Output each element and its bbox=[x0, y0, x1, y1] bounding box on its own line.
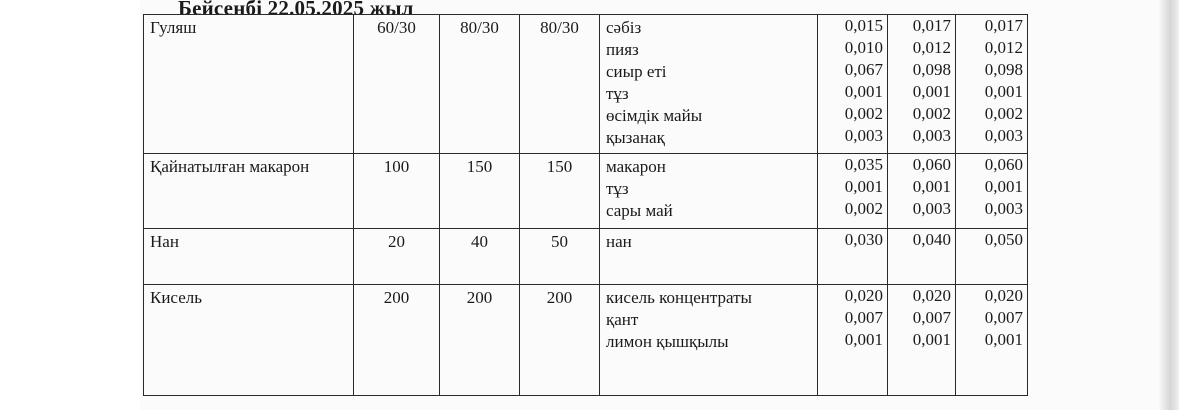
amount-value: 0,002 bbox=[844, 199, 883, 218]
ingredient-list bbox=[600, 285, 818, 396]
ingredient-list bbox=[600, 229, 818, 285]
ingredient-list bbox=[600, 15, 818, 154]
amount-column-1 bbox=[818, 154, 888, 229]
amount-column-1 bbox=[818, 285, 888, 396]
amount-value: 0,001 bbox=[912, 177, 951, 196]
ingredient-item: пияз bbox=[606, 40, 639, 59]
ingredient-item: сары май bbox=[606, 201, 673, 220]
dish-name: Қайнатылған макарон bbox=[144, 154, 354, 229]
ingredient-item: қант bbox=[606, 310, 639, 329]
amount-value: 0,001 bbox=[844, 330, 883, 349]
ingredient-item: кисель концентраты bbox=[606, 288, 752, 307]
amount-value: 0,010 bbox=[844, 38, 883, 57]
amount-value: 0,040 bbox=[912, 230, 951, 249]
portion-size-2: 40 bbox=[440, 229, 520, 285]
amount-value: 0,001 bbox=[844, 82, 883, 101]
ingredient-list bbox=[600, 154, 818, 229]
table-row bbox=[144, 285, 1028, 396]
amount-value: 0,007 bbox=[844, 308, 883, 327]
amount-column-3 bbox=[956, 229, 1028, 285]
amount-column-2 bbox=[888, 285, 956, 396]
amount-value: 0,003 bbox=[844, 126, 883, 145]
amount-column-2 bbox=[888, 154, 956, 229]
amount-value: 0,017 bbox=[984, 16, 1023, 35]
amount-value: 0,067 bbox=[844, 60, 883, 79]
ingredient-item: қызанақ bbox=[606, 128, 665, 147]
amount-value: 0,007 bbox=[984, 308, 1023, 327]
amount-value: 0,002 bbox=[912, 104, 951, 123]
amount-value: 0,002 bbox=[844, 104, 883, 123]
amount-value: 0,030 bbox=[844, 230, 883, 249]
amount-value: 0,050 bbox=[984, 230, 1023, 249]
ingredient-item: сәбіз bbox=[606, 18, 642, 37]
portion-size-1: 60/30 bbox=[354, 15, 440, 154]
ingredient-item: макарон bbox=[606, 157, 666, 176]
amount-value: 0,001 bbox=[912, 82, 951, 101]
ingredient-item: лимон қышқылы bbox=[606, 332, 729, 351]
dish-name: Нан bbox=[144, 229, 354, 285]
amount-column-2 bbox=[888, 229, 956, 285]
amount-value: 0,001 bbox=[984, 177, 1023, 196]
amount-value: 0,012 bbox=[912, 38, 951, 57]
amount-value: 0,098 bbox=[984, 60, 1023, 79]
portion-size-3: 80/30 bbox=[520, 15, 600, 154]
portion-size-3: 150 bbox=[520, 154, 600, 229]
amount-value: 0,001 bbox=[844, 177, 883, 196]
page-edge-shadow bbox=[1157, 0, 1179, 410]
ingredient-item: тұз bbox=[606, 84, 629, 103]
amount-value: 0,020 bbox=[912, 286, 951, 305]
page-title: Бейсенбі 22.05.2025 жыл bbox=[178, 0, 414, 20]
amount-value: 0,020 bbox=[984, 286, 1023, 305]
amount-value: 0,015 bbox=[844, 16, 883, 35]
portion-size-3: 50 bbox=[520, 229, 600, 285]
table-row bbox=[144, 154, 1028, 229]
amount-value: 0,017 bbox=[912, 16, 951, 35]
amount-value: 0,060 bbox=[912, 155, 951, 174]
amount-value: 0,035 bbox=[844, 155, 883, 174]
portion-size-1: 20 bbox=[354, 229, 440, 285]
portion-size-2: 150 bbox=[440, 154, 520, 229]
portion-size-3: 200 bbox=[520, 285, 600, 396]
amount-value: 0,001 bbox=[984, 330, 1023, 349]
amount-column-1 bbox=[818, 15, 888, 154]
amount-value: 0,020 bbox=[844, 286, 883, 305]
ingredient-item: тұз bbox=[606, 179, 629, 198]
amount-column-3 bbox=[956, 154, 1028, 229]
amount-value: 0,002 bbox=[984, 104, 1023, 123]
amount-column-3 bbox=[956, 15, 1028, 154]
dish-name: Гуляш bbox=[144, 15, 354, 154]
amount-value: 0,003 bbox=[912, 199, 951, 218]
ingredient-item: өсімдік майы bbox=[606, 106, 703, 125]
amount-value: 0,001 bbox=[912, 330, 951, 349]
dish-name: Кисель bbox=[144, 285, 354, 396]
amount-column-2 bbox=[888, 15, 956, 154]
amount-value: 0,003 bbox=[912, 126, 951, 145]
amount-value: 0,012 bbox=[984, 38, 1023, 57]
menu-table bbox=[143, 14, 1028, 396]
amount-value: 0,003 bbox=[984, 126, 1023, 145]
amount-value: 0,098 bbox=[912, 60, 951, 79]
portion-size-1: 200 bbox=[354, 285, 440, 396]
amount-column-3 bbox=[956, 285, 1028, 396]
amount-value: 0,001 bbox=[984, 82, 1023, 101]
amount-column-1 bbox=[818, 229, 888, 285]
portion-size-2: 200 bbox=[440, 285, 520, 396]
portion-size-1: 100 bbox=[354, 154, 440, 229]
amount-value: 0,003 bbox=[984, 199, 1023, 218]
ingredient-item: сиыр еті bbox=[606, 62, 667, 81]
table-row bbox=[144, 229, 1028, 285]
table-row bbox=[144, 15, 1028, 154]
ingredient-item: нан bbox=[606, 232, 632, 251]
portion-size-2: 80/30 bbox=[440, 15, 520, 154]
amount-value: 0,007 bbox=[912, 308, 951, 327]
amount-value: 0,060 bbox=[984, 155, 1023, 174]
